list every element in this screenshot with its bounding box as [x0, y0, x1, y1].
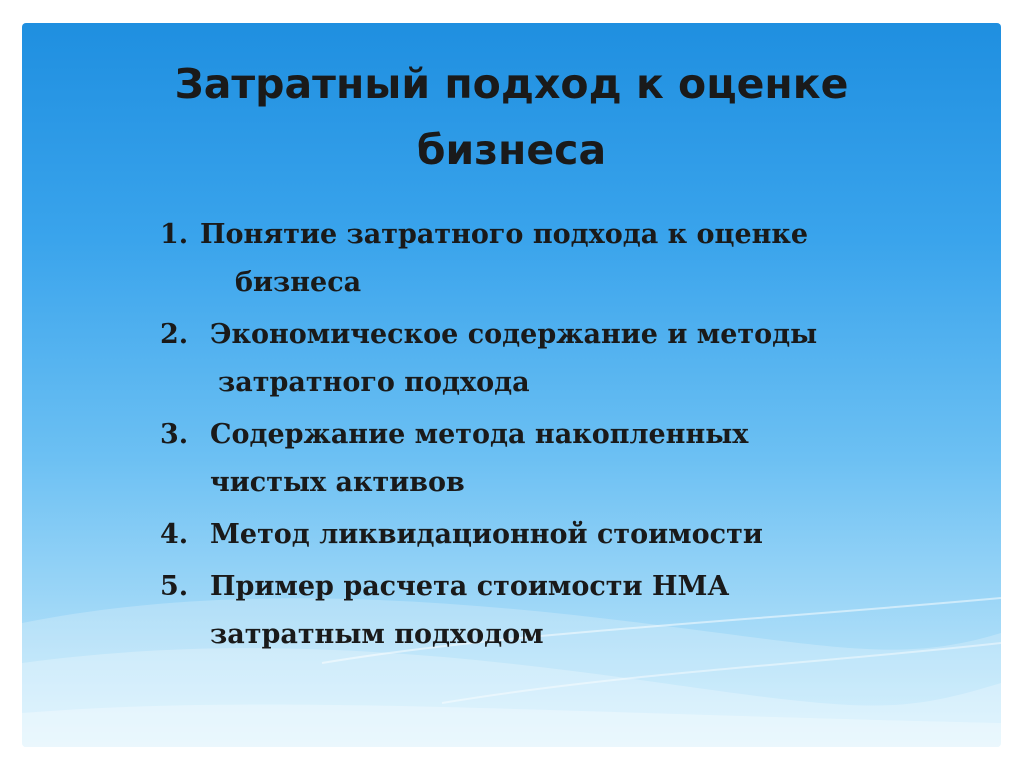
list-item: [160, 563, 900, 659]
item-number: 5.: [160, 571, 189, 602]
item-text: Экономическое содержание и методы: [210, 319, 818, 350]
item-number: 4.: [160, 519, 189, 550]
item-text-continued: затратного подхода: [218, 367, 530, 398]
list-item: [160, 511, 900, 559]
slide: [22, 23, 1001, 747]
item-text-continued: бизнеса: [235, 267, 362, 298]
item-text: Понятие затратного подхода к оценке: [200, 219, 809, 250]
item-number: 2.: [160, 319, 189, 350]
item-text: Содержание метода накопленных: [210, 419, 749, 450]
agenda-list: [160, 211, 900, 663]
item-text: Пример расчета стоимости НМА: [210, 571, 730, 602]
item-number: 1.: [160, 219, 189, 250]
list-item: [160, 411, 900, 507]
title-line-1: Затратный подход к оценке: [174, 60, 849, 108]
list-item: [160, 211, 900, 307]
item-number: 3.: [160, 419, 189, 450]
page-title: [22, 51, 1001, 183]
item-text: Метод ликвидационной стоимости: [210, 519, 763, 550]
item-text-continued: затратным подходом: [210, 619, 544, 650]
list-item: [160, 311, 900, 407]
title-line-2: бизнеса: [416, 126, 607, 174]
item-text-continued: чистых активов: [210, 467, 465, 498]
